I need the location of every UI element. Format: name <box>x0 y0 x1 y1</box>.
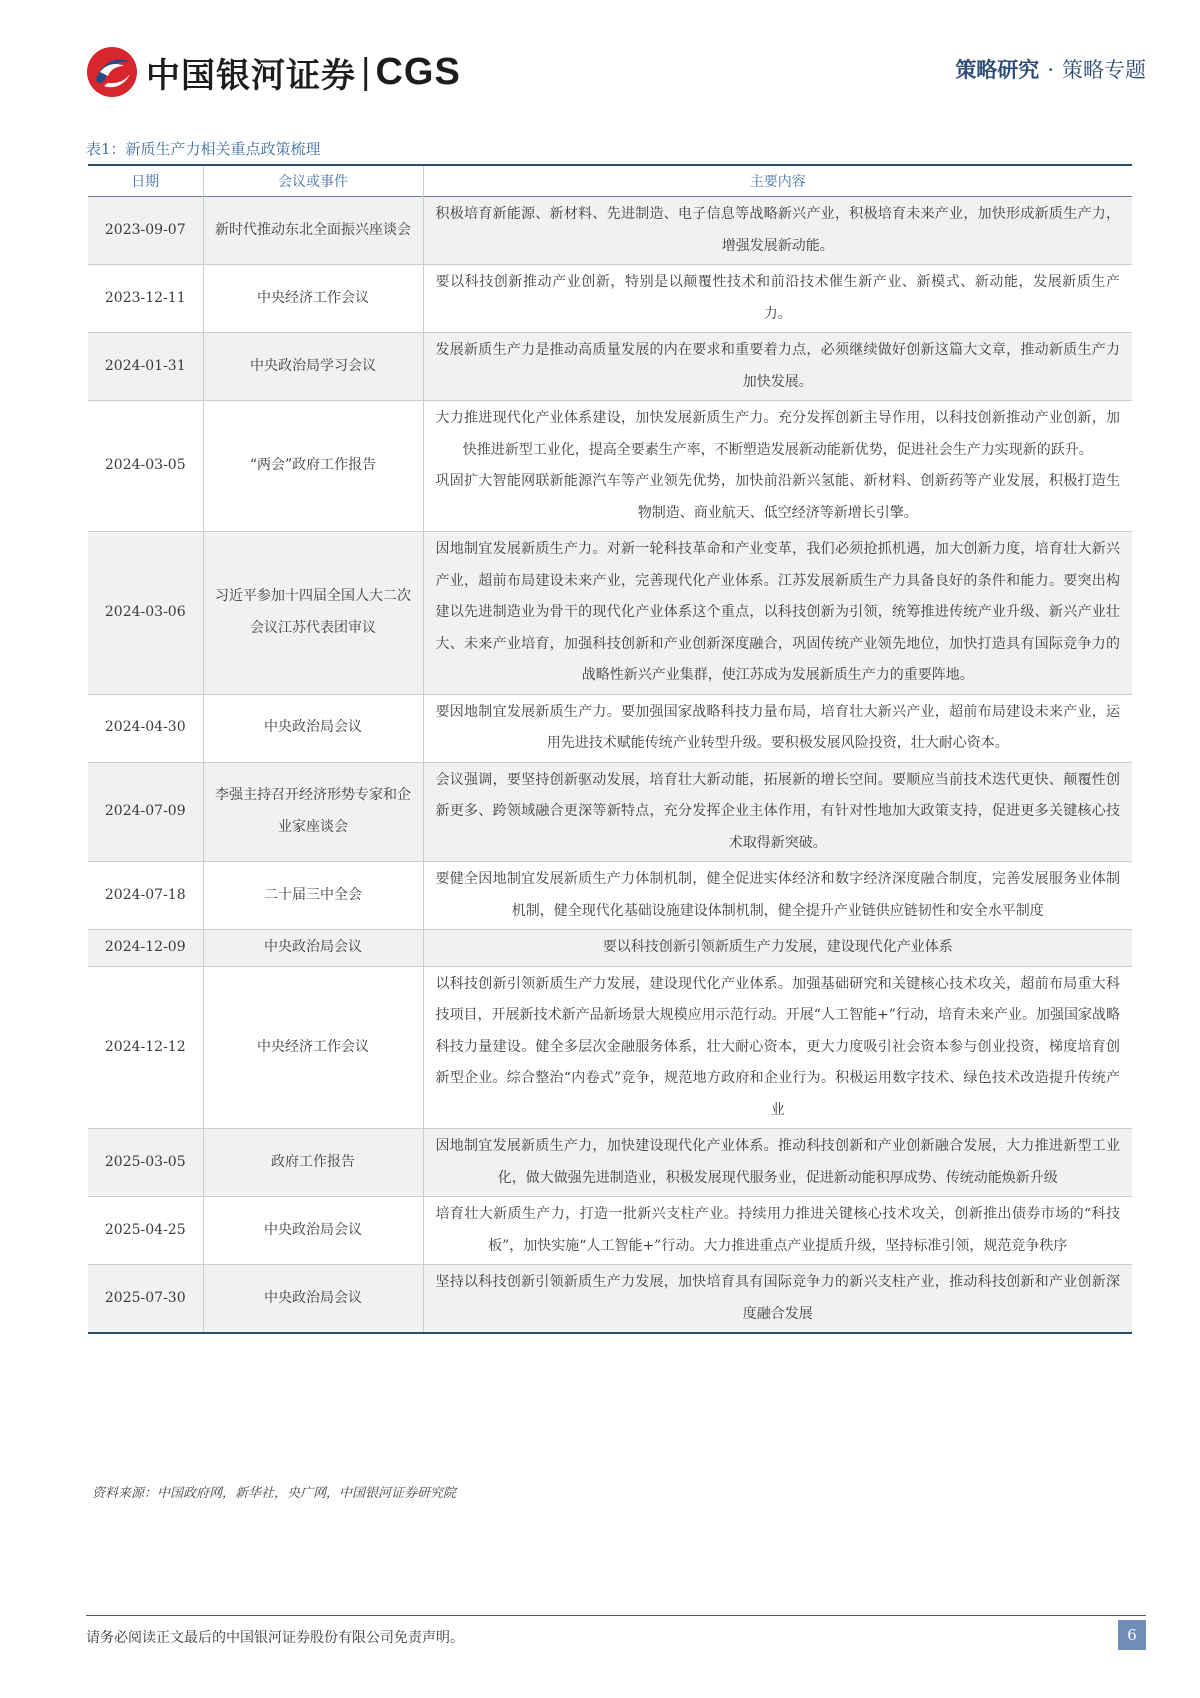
row-event: 二十届三中全会 <box>203 862 423 930</box>
row-event: 中央政治局会议 <box>203 1197 423 1265</box>
table-row <box>88 966 1132 1129</box>
table-row <box>88 333 1132 401</box>
row-date: 2025-07-30 <box>88 1265 203 1334</box>
row-content-paragraph: 巩固扩大智能网联新能源汽车等产业领先优势，加快前沿新兴氢能、新材料、创新药等产业发展，积极打造生物制造、商业航天、低空经济等新增长引擎。 <box>435 473 1120 521</box>
row-content: 坚持以科技创新引领新质生产力发展，加快培育具有国际竞争力的新兴支柱产业，推动科技创新和产业创新深度融合发展 <box>423 1265 1132 1334</box>
source-note: 资料来源：中国政府网，新华社，央广网，中国银河证券研究院 <box>92 1486 457 1501</box>
row-date: 2024-01-31 <box>88 333 203 401</box>
row-event: 政府工作报告 <box>203 1129 423 1197</box>
table-row <box>88 532 1132 695</box>
row-content: 要因地制宜发展新质生产力。要加强国家战略科技力量布局，培育壮大新兴产业，超前布局建设未来产业，运用先进技术赋能传统产业转型升级。要积极发展风险投资，壮大耐心资本。 <box>423 694 1132 762</box>
table-row <box>88 1197 1132 1265</box>
row-date: 2024-03-05 <box>104 457 186 474</box>
row-event: “两会”政府工作报告 <box>203 401 423 532</box>
section-main: 策略研究 <box>955 57 1040 82</box>
table-title: 表1：新质生产力相关重点政策梳理 <box>86 140 321 158</box>
row-content: 要健全因地制宜发展新质生产力体制机制，健全促进实体经济和数字经济深度融合制度，完善发展服务业体制机制，健全现代化基础设施建设体制机制，健全提升产业链供应链韧性和安全水平制度 <box>423 862 1132 930</box>
row-content: 因地制宜发展新质生产力，加快建设现代化产业体系。推动科技创新和产业创新融合发展，大力推进新型工业化，做大做强先进制造业，积极发展现代服务业，促进新动能积厚成势、传统动能焕新升级 <box>423 1129 1132 1197</box>
row-event: 习近平参加十四届全国人大二次会议江苏代表团审议 <box>203 532 423 695</box>
table-row <box>88 401 1132 532</box>
row-date: 2024-07-18 <box>104 886 186 903</box>
page-header <box>86 46 1146 98</box>
section-sub: 策略专题 <box>1062 58 1146 82</box>
row-content-paragraph: 大力推进现代化产业体系建设，加快发展新质生产力。充分发挥创新主导作用，以科技创新推动产业创新，加快推进新型工业化，提高全要素生产率，不断塑造发展新动能新优势，促进社会生产力实现新的跃升。 <box>435 410 1120 458</box>
row-content: 积极培育新能源、新材料、先进制造、电子信息等战略新兴产业，积极培育未来产业，加快形成新质生产力，增强发展新动能。 <box>423 197 1132 265</box>
header-content: 主要内容 <box>423 165 1132 197</box>
footer-divider <box>86 1615 1146 1616</box>
row-event: 中央经济工作会议 <box>203 966 423 1129</box>
section-tag <box>955 54 1146 84</box>
table-row <box>88 762 1132 862</box>
row-event: 新时代推动东北全面振兴座谈会 <box>203 197 423 265</box>
row-date: 2024-12-12 <box>104 1038 186 1055</box>
row-event: 中央政治局会议 <box>203 1265 423 1334</box>
row-event: 中央政治局会议 <box>203 930 423 967</box>
table-row <box>88 265 1132 333</box>
row-content: 要以科技创新推动产业创新，特别是以颠覆性技术和前沿技术催生新产业、新模式、新动能，发展新质生产力。 <box>423 265 1132 333</box>
row-content: 以科技创新引领新质生产力发展，建设现代化产业体系。加强基础研究和关键核心技术攻关，超前布局重大科技项目，开展新技术新产品新场景大规模应用示范行动。开展“人工智能+”行动，培育未来产业。加强国家战略科技力量建设。健全多层次金融服务体系，壮大耐心资本，更大力度吸引社会资本参与创业投资，梯度培育创新型企业。综合整治“内卷式”竞争，规范地方政府和企业行为。积极运用数字技术、绿色技术改造提升传统产业 <box>423 966 1132 1129</box>
footer-disclaimer: 请务必阅读正文最后的中国银河证券股份有限公司免责声明。 <box>86 1630 464 1646</box>
header-date: 日期 <box>131 174 160 190</box>
table-header-row <box>88 165 1132 197</box>
table-row <box>88 1129 1132 1197</box>
row-event: 李强主持召开经济形势专家和企业家座谈会 <box>203 762 423 862</box>
table-row <box>88 930 1132 967</box>
row-content: 因地制宜发展新质生产力。对新一轮科技革命和产业变革，我们必须抢抓机遇，加大创新力度，培育壮大新兴产业，超前布局建设未来产业，完善现代化产业体系。江苏发展新质生产力具备良好的条件和能力。要突出构建以先进制造业为骨干的现代化产业体系这个重点，以科技创新为引领，统筹推进传统产业升级、新兴产业壮大、未来产业培育，加强科技创新和产业创新深度融合，巩固传统产业领先地位，加快打造具有国际竞争力的战略性新兴产业集群，使江苏成为发展新质生产力的重要阵地。 <box>423 532 1132 695</box>
row-content: 会议强调，要坚持创新驱动发展，培育壮大新动能，拓展新的增长空间。要顺应当前技术迭代更快、颠覆性创新更多、跨领域融合更深等新特点，充分发挥企业主体作用，有针对性地加大政策支持，促进更多关键核心技术取得新突破。 <box>423 762 1132 862</box>
row-content: 培育壮大新质生产力，打造一批新兴支柱产业。持续用力推进关键核心技术攻关，创新推出债券市场的“科技板”，加快实施“人工智能+”行动。大力推进重点产业提质升级，坚持标准引领，规范竞争秩序 <box>423 1197 1132 1265</box>
section-dot: · <box>1047 58 1054 82</box>
company-logo <box>86 46 461 98</box>
row-event: 中央政治局学习会议 <box>203 333 423 401</box>
policy-table <box>88 164 1132 1334</box>
logo-chinese-name: 中国银河证券 <box>146 55 356 96</box>
row-event: 中央经济工作会议 <box>203 265 423 333</box>
row-content <box>423 401 1132 532</box>
row-content: 发展新质生产力是推动高质量发展的内在要求和重要着力点，必须继续做好创新这篇大文章，推动新质生产力加快发展。 <box>423 333 1132 401</box>
table-row <box>88 1265 1132 1334</box>
page-number: 6 <box>1118 1620 1146 1650</box>
row-content: 要以科技创新引领新质生产力发展，建设现代化产业体系 <box>423 930 1132 967</box>
row-date: 2024-12-09 <box>88 930 203 967</box>
row-date: 2025-04-25 <box>104 1221 186 1238</box>
row-date: 2024-03-06 <box>88 532 203 695</box>
row-date: 2025-03-05 <box>88 1129 203 1197</box>
header-event: 会议或事件 <box>203 165 423 197</box>
row-date: 2023-12-11 <box>104 289 186 306</box>
row-event: 中央政治局会议 <box>203 694 423 762</box>
table-row <box>88 197 1132 265</box>
logo-english-name: CGS <box>375 50 461 93</box>
row-date: 2024-04-30 <box>104 719 186 736</box>
cgs-logo-icon <box>86 46 138 98</box>
table-row <box>88 694 1132 762</box>
row-date: 2024-07-09 <box>88 762 203 862</box>
table-row <box>88 862 1132 930</box>
logo-separator: | <box>360 52 372 92</box>
row-date: 2023-09-07 <box>88 197 203 265</box>
